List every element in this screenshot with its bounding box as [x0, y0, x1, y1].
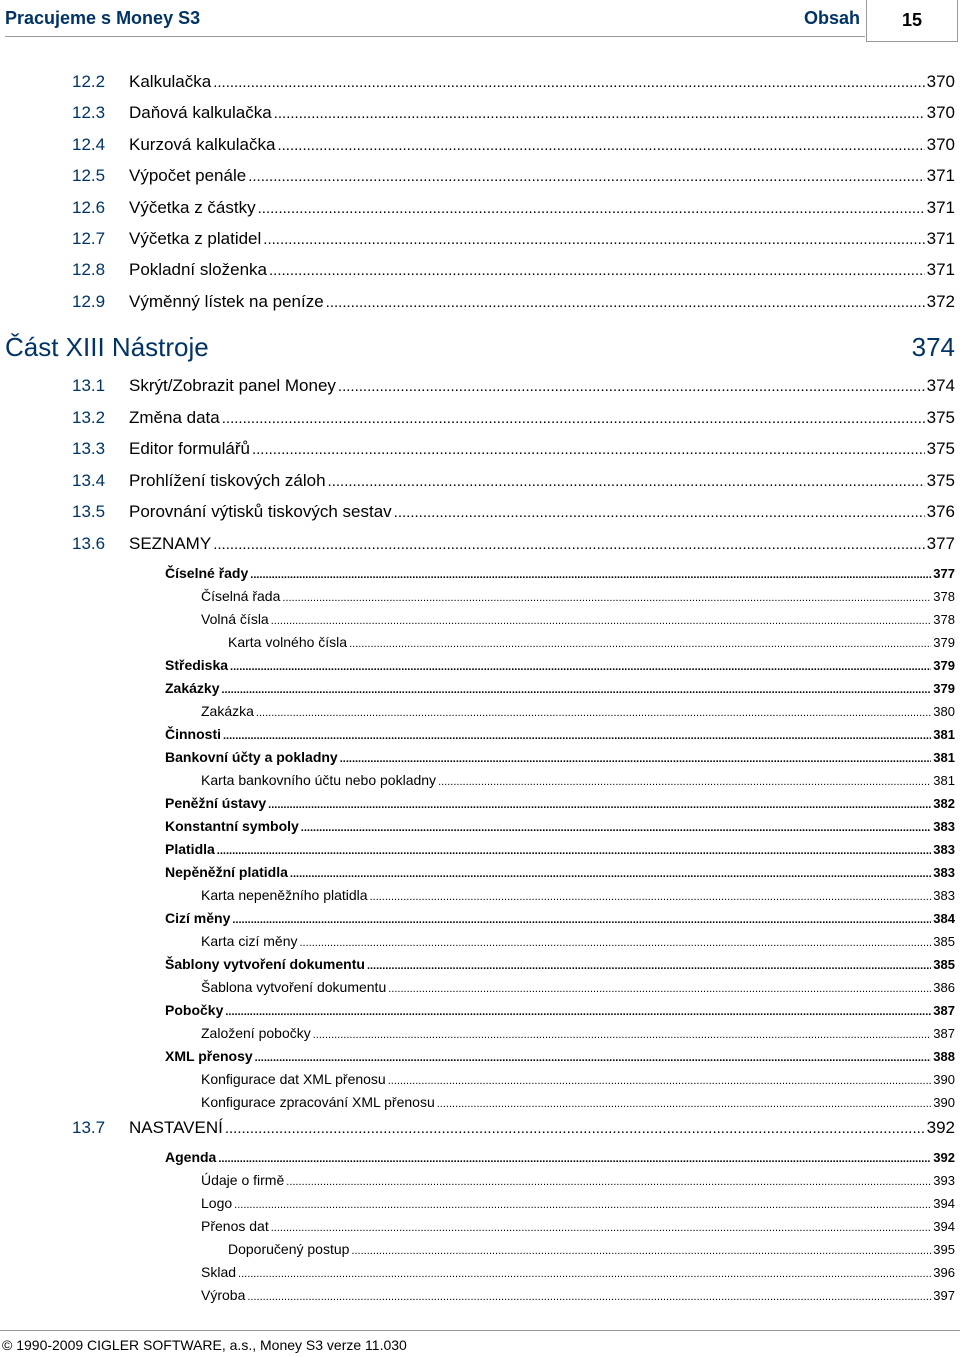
dot-leader — [252, 441, 925, 458]
toc-entry-number: 12.9 — [72, 291, 106, 311]
toc-entry[interactable] — [0, 956, 960, 979]
toc-entry-title[interactable]: Pokladní složenka — [129, 260, 267, 280]
toc-entry-line — [165, 841, 955, 857]
dot-leader — [313, 1029, 932, 1041]
toc-entry-line — [165, 818, 955, 834]
toc-entry-page[interactable]: 392 — [933, 1150, 955, 1165]
toc-entry-title[interactable]: Výčetka z platidel — [129, 229, 262, 248]
toc-entry[interactable] — [0, 818, 960, 841]
toc-entry-line — [201, 979, 955, 995]
toc-entry-title[interactable]: Výroba — [201, 1287, 246, 1303]
dot-leader — [225, 1006, 931, 1018]
toc-entry-title[interactable]: Přenos dat — [201, 1218, 269, 1234]
toc-entry-page[interactable]: 377 — [926, 534, 955, 553]
toc-entry-page[interactable]: 394 — [933, 1219, 955, 1234]
toc-entry[interactable] — [0, 135, 960, 165]
toc-entry-page[interactable]: 382 — [933, 796, 955, 811]
toc-entry-page[interactable]: 371 — [926, 197, 955, 217]
toc-entry-page[interactable]: 383 — [933, 865, 955, 880]
toc-entry-line — [201, 1025, 955, 1041]
part-title: Část XIII Nástroje — [5, 332, 209, 362]
dot-leader — [388, 983, 931, 995]
toc-entry[interactable] — [0, 841, 960, 864]
toc-entry-page[interactable]: 371 — [926, 229, 955, 248]
toc-entry-title[interactable]: XML přenosy — [165, 1048, 253, 1064]
dot-leader — [277, 137, 924, 154]
toc-entry-title[interactable]: Výměnný lístek na peníze — [129, 291, 324, 311]
page-header — [0, 0, 960, 44]
dot-leader — [223, 730, 931, 742]
toc-entry-page[interactable]: 386 — [933, 980, 955, 995]
dot-leader — [437, 1098, 932, 1110]
section-name: Obsah — [803, 8, 860, 28]
toc-entry[interactable] — [0, 910, 960, 933]
dot-leader — [367, 960, 931, 972]
toc-entry-line — [201, 588, 955, 604]
toc-entry[interactable] — [0, 72, 960, 102]
toc-entry-page[interactable]: 387 — [933, 1026, 955, 1041]
toc-entry[interactable] — [0, 408, 960, 438]
toc-entry-line — [129, 439, 955, 459]
toc-entry[interactable] — [0, 565, 960, 588]
dot-leader — [217, 845, 932, 857]
toc-entry[interactable] — [0, 1071, 960, 1094]
toc-entry-page[interactable]: 387 — [933, 1003, 955, 1018]
toc-entry-page[interactable]: 376 — [926, 502, 955, 522]
toc-entry[interactable] — [0, 979, 960, 1002]
toc-entry-page[interactable]: 390 — [933, 1095, 955, 1110]
toc-entry[interactable] — [0, 1172, 960, 1195]
toc-entry[interactable] — [0, 1264, 960, 1287]
toc-entry-page[interactable]: 374 — [926, 376, 955, 395]
toc-entry-page[interactable]: 392 — [926, 1118, 955, 1137]
toc-entry-number: 12.3 — [72, 103, 106, 123]
toc-entry[interactable] — [0, 1094, 960, 1117]
toc-entry-page[interactable]: 396 — [933, 1265, 955, 1280]
toc-entry-line — [165, 565, 955, 581]
toc-entry-line — [129, 502, 955, 522]
document-title: Pracujeme s Money S3 — [5, 8, 201, 28]
toc-entry[interactable] — [0, 726, 960, 749]
toc-entry-line — [201, 772, 955, 788]
dot-leader — [263, 231, 924, 248]
toc-entry-title[interactable]: Volná čísla — [201, 611, 269, 627]
toc-entry[interactable] — [0, 611, 960, 634]
toc-entry-title[interactable]: Bankovní účty a pokladny — [165, 749, 338, 765]
toc-entry-line — [165, 1048, 955, 1064]
toc-entry-page[interactable]: 379 — [933, 635, 955, 650]
toc-entry-title[interactable]: Šablona vytvoření dokumentu — [201, 979, 387, 995]
toc-entry-title[interactable]: Kalkulačka — [129, 72, 212, 91]
toc-entry-number: 12.4 — [72, 134, 106, 154]
toc-entry-title[interactable]: Karta bankovního účtu nebo pokladny — [201, 772, 437, 788]
toc-entry-line — [228, 634, 955, 650]
toc-entry-page[interactable]: 383 — [933, 842, 955, 857]
toc-entry-page[interactable]: 370 — [926, 72, 955, 91]
toc-entry-title[interactable]: Logo — [201, 1195, 233, 1211]
toc-entry-page[interactable]: 377 — [933, 566, 955, 581]
toc-entry-line — [129, 1118, 955, 1138]
toc-entry-title[interactable]: Sklad — [201, 1264, 237, 1280]
toc-entry-title[interactable]: Číselná řada — [201, 588, 281, 604]
toc-entry-page[interactable]: 375 — [926, 470, 955, 490]
dot-leader — [328, 473, 925, 490]
toc-entry-number: 13.7 — [72, 1118, 106, 1137]
toc-entry-line — [201, 703, 955, 719]
dot-leader — [248, 168, 924, 185]
toc-entry-line — [201, 1094, 955, 1110]
toc-entry-line — [201, 1172, 955, 1188]
toc-entry-page[interactable]: 383 — [933, 819, 955, 834]
dot-leader — [370, 891, 932, 903]
toc-entry-page[interactable]: 381 — [933, 727, 955, 742]
toc-entry[interactable] — [0, 376, 960, 406]
toc-entry-title[interactable]: Skrýt/Zobrazit panel Money — [129, 376, 336, 395]
toc-entry-line — [129, 534, 955, 554]
toc-entry[interactable] — [0, 292, 960, 322]
toc-entry-page[interactable]: 375 — [926, 439, 955, 459]
toc-entry-line — [201, 1195, 955, 1211]
dot-leader — [213, 536, 924, 553]
toc-entry-line — [165, 680, 955, 696]
dot-leader — [234, 1199, 931, 1211]
toc-entry-line — [129, 72, 955, 92]
dot-leader — [225, 1120, 925, 1137]
toc-entry-line — [165, 657, 955, 673]
toc-entry-line — [129, 229, 955, 249]
toc-entry-line — [228, 1241, 955, 1257]
toc-entry-title[interactable]: Porovnání výtisků tiskových sestav — [129, 502, 392, 522]
toc-entry-number: 12.5 — [72, 166, 106, 186]
toc-entry[interactable] — [0, 1218, 960, 1241]
toc-entry-page[interactable]: 381 — [933, 750, 955, 765]
header-divider — [5, 36, 865, 37]
toc-entry-line — [165, 726, 955, 742]
toc-entry-page[interactable]: 393 — [933, 1173, 955, 1188]
dot-leader — [299, 937, 931, 949]
toc-entry-title[interactable]: Změna data — [129, 407, 220, 427]
dot-leader — [271, 615, 932, 627]
toc-entry-page[interactable]: 378 — [933, 612, 955, 627]
toc-entry-number: 13.2 — [72, 407, 106, 427]
toc-entry-line — [165, 749, 955, 765]
toc-entry-line — [129, 408, 955, 428]
toc-entry-line — [165, 1002, 955, 1018]
toc-entry-title[interactable]: Údaje o firmě — [201, 1172, 285, 1188]
dot-leader — [282, 592, 931, 604]
toc-entry-page[interactable]: 394 — [933, 1196, 955, 1211]
dot-leader — [218, 1153, 931, 1165]
toc-entry-page[interactable]: 397 — [933, 1288, 955, 1303]
toc-entry[interactable] — [0, 657, 960, 680]
toc-entry[interactable] — [0, 471, 960, 501]
dot-leader — [338, 378, 925, 395]
toc-entry-page[interactable]: 375 — [926, 407, 955, 427]
toc-entry[interactable] — [0, 634, 960, 657]
toc-entry-title[interactable]: Karta cizí měny — [201, 933, 298, 949]
toc-entry-number: 12.8 — [72, 260, 106, 280]
toc-entry-title[interactable]: Střediska — [165, 657, 229, 673]
toc-entry-title[interactable]: Založení pobočky — [201, 1025, 311, 1041]
toc-entry-line — [129, 135, 955, 155]
part-page: 374 — [911, 332, 955, 362]
toc-entry-title[interactable]: Editor formulářů — [129, 439, 250, 459]
dot-leader — [238, 1268, 931, 1280]
toc-entry-page[interactable]: 378 — [933, 589, 955, 604]
toc-entry-title[interactable]: Doporučený postup — [228, 1241, 350, 1257]
dot-leader — [221, 684, 931, 696]
toc-entry-title[interactable]: Prohlížení tiskových záloh — [129, 470, 326, 490]
dot-leader — [388, 1075, 932, 1087]
toc-entry-line — [201, 1264, 955, 1280]
dot-leader — [340, 753, 932, 765]
dot-leader — [213, 74, 924, 91]
toc-entry-page[interactable]: 370 — [926, 103, 955, 123]
dot-leader — [301, 822, 932, 834]
toc-entry[interactable] — [0, 1241, 960, 1264]
toc-entry-title[interactable]: Výpočet penále — [129, 166, 247, 186]
toc-entry-line — [129, 376, 955, 396]
toc-entry-line — [129, 260, 955, 280]
toc-entry[interactable] — [0, 229, 960, 259]
dot-leader — [286, 1176, 931, 1188]
dot-leader — [394, 504, 925, 521]
toc-entry[interactable] — [0, 588, 960, 611]
toc-entry-page[interactable]: 379 — [933, 658, 955, 673]
toc-entry-number: 13.1 — [72, 376, 106, 395]
toc-entry-line — [201, 933, 955, 949]
toc-entry-page[interactable]: 390 — [933, 1072, 955, 1087]
toc-entry-title[interactable]: Zakázka — [201, 703, 254, 719]
toc-entry-number: 13.4 — [72, 470, 106, 490]
toc-entry-title[interactable]: Daňová kalkulačka — [129, 103, 272, 123]
toc-entry-title[interactable]: Agenda — [165, 1149, 217, 1165]
toc-entry-number: 12.6 — [72, 197, 106, 217]
toc-entry-line — [201, 1071, 955, 1087]
dot-leader — [232, 914, 931, 926]
toc-entry[interactable] — [0, 933, 960, 956]
toc-entry-line — [129, 471, 955, 491]
toc-entry[interactable] — [0, 749, 960, 772]
dot-leader — [268, 799, 931, 811]
toc-entry-number: 12.2 — [72, 72, 106, 91]
dot-leader — [255, 1052, 932, 1064]
toc-entry-title[interactable]: NASTAVENÍ — [129, 1118, 223, 1137]
toc-entry[interactable] — [0, 1118, 960, 1148]
toc-entry-page[interactable]: 384 — [933, 911, 955, 926]
dot-leader — [326, 294, 925, 311]
toc-entry-page[interactable]: 380 — [933, 704, 955, 719]
toc-entry-title[interactable]: Kurzová kalkulačka — [129, 134, 276, 154]
dot-leader — [256, 707, 931, 719]
footer-divider — [0, 1330, 960, 1331]
toc-entry-line — [201, 611, 955, 627]
toc-entry-title[interactable]: Karta nepeněžního platidla — [201, 887, 368, 903]
toc-entry-line — [201, 1218, 955, 1234]
toc-entry-line — [201, 887, 955, 903]
toc-entry[interactable] — [0, 502, 960, 532]
toc-entry[interactable] — [0, 1287, 960, 1310]
toc-entry[interactable] — [0, 166, 960, 196]
dot-leader — [271, 1222, 932, 1234]
toc-entry-page[interactable]: 371 — [926, 260, 955, 280]
toc-entry-title[interactable]: SEZNAMY — [129, 534, 212, 553]
dot-leader — [269, 262, 925, 279]
toc-entry-page[interactable]: 385 — [933, 934, 955, 949]
toc-entry-page[interactable]: 372 — [926, 291, 955, 311]
toc-entry[interactable] — [0, 260, 960, 290]
toc-entry-number: 12.7 — [72, 229, 106, 248]
toc-entry[interactable] — [0, 703, 960, 726]
dot-leader — [230, 661, 931, 673]
dot-leader — [290, 868, 931, 880]
toc-entry-page[interactable]: 383 — [933, 888, 955, 903]
toc-entry-title[interactable]: Pobočky — [165, 1002, 224, 1018]
dot-leader — [274, 105, 925, 122]
toc-entry-title[interactable]: Konfigurace dat XML přenosu — [201, 1071, 386, 1087]
toc-entry-title[interactable]: Konstantní symboly — [165, 818, 299, 834]
toc-entry-line — [201, 1287, 955, 1303]
toc-entry[interactable] — [0, 1048, 960, 1071]
toc-entry[interactable] — [0, 198, 960, 228]
toc-entry[interactable] — [0, 1195, 960, 1218]
toc-entry-line — [165, 1149, 955, 1165]
toc-entry-page[interactable]: 388 — [933, 1049, 955, 1064]
toc-entry-title[interactable]: Výčetka z částky — [129, 197, 256, 217]
toc-entry[interactable] — [0, 887, 960, 910]
toc-entry-line — [129, 198, 955, 218]
dot-leader — [250, 569, 931, 581]
toc-entry[interactable] — [0, 534, 960, 564]
toc-entry-line — [129, 292, 955, 312]
dot-leader — [349, 638, 931, 650]
toc-entry-number: 13.6 — [72, 534, 106, 553]
toc-entry-title[interactable]: Platidla — [165, 841, 215, 857]
toc-entry-number: 13.3 — [72, 439, 106, 459]
toc-entry[interactable] — [0, 1025, 960, 1048]
dot-leader — [351, 1245, 931, 1257]
footer-copyright: © 1990-2009 CIGLER SOFTWARE, a.s., Money S3 verze 11.030 — [2, 1337, 407, 1353]
toc-entry[interactable] — [0, 680, 960, 703]
toc-entry[interactable] — [0, 439, 960, 469]
toc-entry-line — [165, 956, 955, 972]
toc-entry[interactable] — [0, 772, 960, 795]
toc-entry-page[interactable]: 370 — [926, 134, 955, 154]
toc-entry-title[interactable]: Karta volného čísla — [228, 634, 348, 650]
toc-entry[interactable] — [0, 103, 960, 133]
part-heading[interactable] — [5, 332, 955, 362]
toc-entry-page[interactable]: 395 — [933, 1242, 955, 1257]
toc-entry-page[interactable]: 381 — [933, 773, 955, 788]
toc-entry-page[interactable]: 385 — [933, 957, 955, 972]
toc-entry-line — [165, 864, 955, 880]
toc-entry-title[interactable]: Cizí měny — [165, 910, 231, 926]
dot-leader — [258, 200, 925, 217]
dot-leader — [438, 776, 931, 788]
page-number: 15 — [866, 0, 958, 42]
toc-entry-page[interactable]: 379 — [933, 681, 955, 696]
toc-entry[interactable] — [0, 1002, 960, 1025]
toc-entry-title[interactable]: Peněžní ústavy — [165, 795, 267, 811]
toc-entry-title[interactable]: Konfigurace zpracování XML přenosu — [201, 1094, 435, 1110]
toc-entry[interactable] — [0, 795, 960, 818]
toc-entry-page[interactable]: 371 — [926, 166, 955, 186]
toc-entry-title[interactable]: Činnosti — [165, 726, 221, 742]
toc-entry-line — [165, 910, 955, 926]
toc-entry-line — [129, 166, 955, 186]
dot-leader — [222, 410, 925, 427]
toc-entry[interactable] — [0, 1149, 960, 1172]
toc-entry-title[interactable]: Nepěněžní platidla — [165, 864, 288, 880]
toc-entry-number: 13.5 — [72, 502, 106, 522]
toc-entry-line — [165, 795, 955, 811]
toc-entry-title[interactable]: Zakázky — [165, 680, 220, 696]
dot-leader — [247, 1291, 931, 1303]
toc-entry[interactable] — [0, 864, 960, 887]
toc-entry-title[interactable]: Číselné řady — [165, 565, 249, 581]
toc-entry-title[interactable]: Šablony vytvoření dokumentu — [165, 956, 365, 972]
toc-entry-line — [129, 103, 955, 123]
